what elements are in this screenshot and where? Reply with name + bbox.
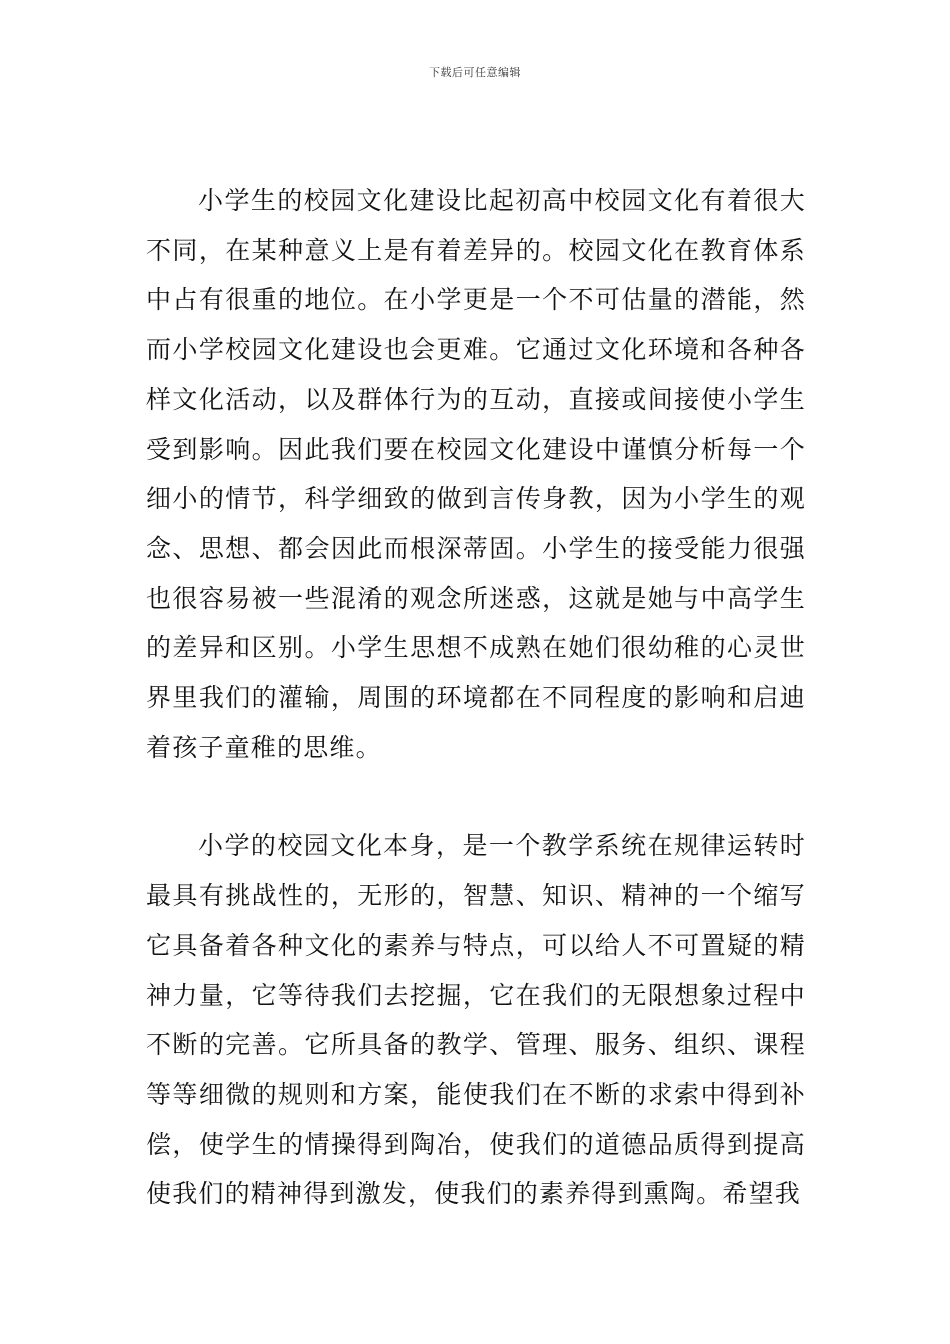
paragraph-2: 小学的校园文化本身，是一个教学系统在规律运转时最具有挑战性的，无形的，智慧、知识、精神的一个缩写它具备着各种文化的素养与特点，可以给人不可置疑的精神力量，它等待我们去挖掘，它在我们的无限想象过程中不断的完善。它所具备的教学、管理、服务、组织、课程等等细微的规则和方案，能使我们在不断的求索中得到补偿，使学生的情操得到陶冶，使我们的道德品质得到提高使我们的精神得到激发，使我们的素养得到熏陶。希望我 [146, 831, 806, 1209]
paragraph-1: 小学生的校园文化建设比起初高中校园文化有着很大不同，在某种意义上是有着差异的。校园文化在教育体系中占有很重的地位。在小学更是一个不可估量的潜能，然而小学校园文化建设也会更难。它通过文化环境和各种各样文化活动，以及群体行为的互动，直接或间接使小学生受到影响。因此我们要在校园文化建设中谨慎分析每一个细小的情节，科学细致的做到言传身教，因为小学生的观念、思想、都会因此而根深蒂固。小学生的接受能力很强也很容易被一些混淆的观念所迷惑，这就是她与中高学生的差异和区别。小学生思想不成熟在她们很幼稚的心灵世界里我们的灌输，周围的环境都在不同程度的影响和启迪着孩子童稚的思维。 [146, 186, 806, 762]
page-header-note: 下载后可任意编辑 [429, 66, 521, 79]
document-body [146, 176, 806, 1219]
